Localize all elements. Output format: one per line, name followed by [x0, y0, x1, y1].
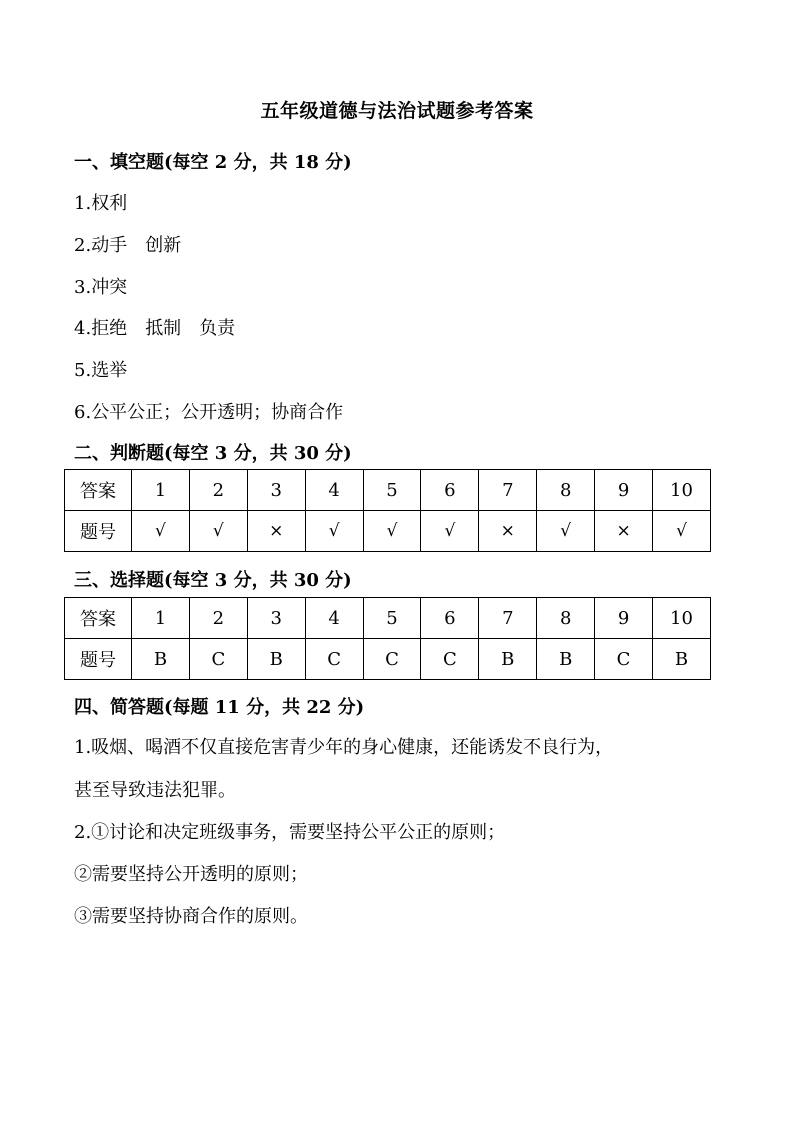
section-true-false-heading: 二、判断题(每空 3 分，共 30 分) [74, 443, 352, 464]
item-answer: 权利 [91, 193, 128, 214]
table-cell: 5 [363, 598, 421, 639]
table-cell: 1 [132, 598, 190, 639]
table-cell: B [653, 639, 711, 680]
multiple-choice-table [64, 597, 711, 680]
table-cell: 5 [363, 470, 421, 511]
short-answer-line: 1.吸烟、喝酒不仅直接危害青少年的身心健康，还能诱发不良行为， [74, 737, 614, 758]
table-cell: B [247, 639, 305, 680]
table-cell: 4 [305, 470, 363, 511]
short-answer-line: 2.①讨论和决定班级事务，需要坚持公平公正的原则； [74, 822, 506, 843]
table-cell: C [305, 639, 363, 680]
fill-blank-item-3 [74, 273, 127, 299]
item-number: 6. [74, 402, 92, 423]
fill-blank-item-6 [74, 398, 343, 424]
table-cell: 2 [189, 598, 247, 639]
item-answer: 拒绝 [91, 318, 128, 339]
table-cell: 8 [537, 470, 595, 511]
table-cell: 9 [595, 598, 653, 639]
fill-blank-item-5 [74, 356, 127, 382]
table-cell: 10 [653, 470, 711, 511]
table-cell: C [421, 639, 479, 680]
table-cell: √ [132, 511, 190, 552]
table-cell: 3 [247, 470, 305, 511]
table-cell: 6 [421, 598, 479, 639]
item-number: 5. [74, 360, 92, 381]
item-answer: 动手 [91, 235, 128, 256]
table-cell: 7 [479, 598, 537, 639]
page-title: 五年级道德与法治试题参考答案 [260, 100, 534, 122]
table-cell: 6 [421, 470, 479, 511]
short-answer-line: ②需要坚持公开透明的原则； [74, 864, 308, 885]
table-cell: 3 [247, 598, 305, 639]
table-cell: 1 [132, 470, 190, 511]
short-answer-line: 甚至导致违法犯罪。 [74, 780, 236, 801]
table-cell: 8 [537, 598, 595, 639]
table-cell: B [479, 639, 537, 680]
table-cell: √ [305, 511, 363, 552]
table-cell: 9 [595, 470, 653, 511]
table-cell: √ [363, 511, 421, 552]
table-cell: C [189, 639, 247, 680]
table-cell: B [132, 639, 190, 680]
item-answer: 创新 [145, 235, 182, 256]
table-cell: C [595, 639, 653, 680]
true-false-table [64, 469, 711, 552]
table-cell: × [595, 511, 653, 552]
row-label: 题号 [65, 511, 132, 552]
table-cell: × [247, 511, 305, 552]
table-cell: × [479, 511, 537, 552]
table-row [65, 639, 711, 680]
item-number: 1. [74, 193, 92, 214]
row-label: 题号 [65, 639, 132, 680]
section-short-answer-heading: 四、简答题(每题 11 分，共 22 分) [74, 697, 365, 718]
table-cell: 4 [305, 598, 363, 639]
item-answer: 公平公正；公开透明；协商合作 [91, 402, 344, 423]
table-row [65, 470, 711, 511]
table-cell: 7 [479, 470, 537, 511]
table-cell: √ [421, 511, 479, 552]
table-cell: B [537, 639, 595, 680]
item-answer: 负责 [199, 318, 236, 339]
section-fill-blank-heading: 一、填空题(每空 2 分，共 18 分) [74, 152, 352, 173]
table-cell: 2 [189, 470, 247, 511]
table-cell: C [363, 639, 421, 680]
section-multiple-choice-heading: 三、选择题(每空 3 分，共 30 分) [74, 570, 352, 591]
row-label: 答案 [65, 470, 132, 511]
item-number: 3. [74, 277, 92, 298]
item-answer: 抵制 [145, 318, 182, 339]
table-row [65, 598, 711, 639]
table-cell: √ [653, 511, 711, 552]
table-row [65, 511, 711, 552]
table-cell: √ [537, 511, 595, 552]
fill-blank-item-2 [74, 231, 181, 257]
table-cell: 10 [653, 598, 711, 639]
item-answer: 选举 [91, 360, 128, 381]
short-answer-line: ③需要坚持协商合作的原则。 [74, 906, 308, 927]
fill-blank-item-1 [74, 189, 127, 215]
item-answer: 冲突 [91, 277, 128, 298]
item-number: 4. [74, 318, 92, 339]
table-cell: √ [189, 511, 247, 552]
row-label: 答案 [65, 598, 132, 639]
item-number: 2. [74, 235, 92, 256]
fill-blank-item-4 [74, 314, 235, 340]
